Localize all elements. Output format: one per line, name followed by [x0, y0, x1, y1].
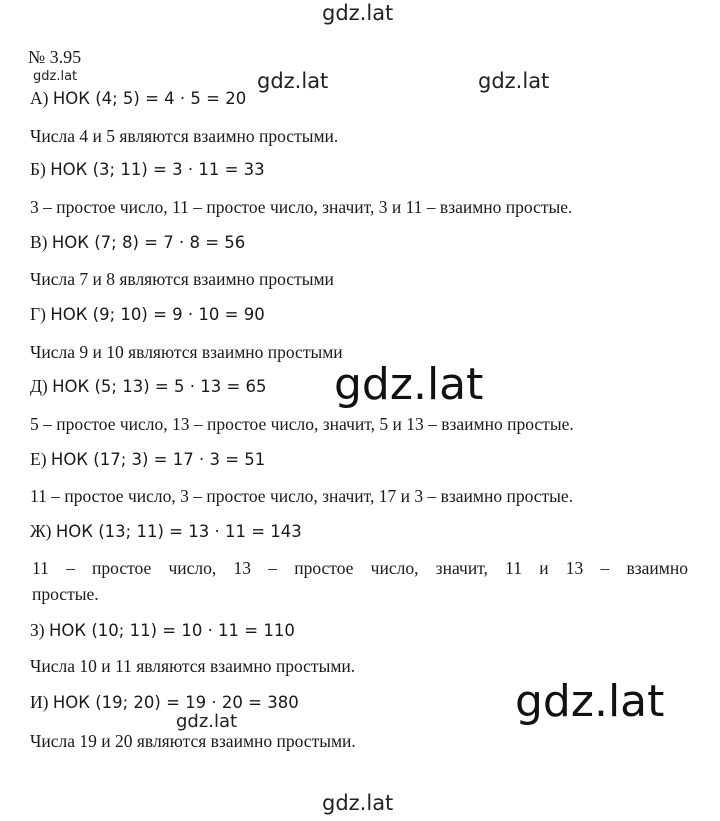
item-label: И)	[30, 692, 49, 712]
item-formula: НОК (13; 11) = 13 · 11 = 143	[55, 522, 302, 541]
item-v-formula	[30, 232, 245, 253]
item-a-note: Числа 4 и 5 являются взаимно простыми.	[30, 126, 339, 146]
exercise-number: № 3.95	[28, 47, 82, 67]
item-g-formula	[30, 304, 265, 325]
item-formula: НОК (9; 10) = 9 · 10 = 90	[50, 305, 265, 324]
item-label: Ж)	[30, 521, 52, 541]
item-formula: НОК (4; 5) = 4 · 5 = 20	[52, 89, 247, 108]
watermark-mid-right: gdz.lat	[478, 69, 550, 93]
item-d-note: 5 – простое число, 13 – простое число, значит, 5 и 13 – взаимно простые.	[30, 414, 574, 434]
item-g-note: Числа 9 и 10 являются взаимно простыми	[30, 342, 343, 362]
item-a-formula	[30, 88, 246, 109]
item-label: З)	[30, 620, 45, 640]
item-label: В)	[30, 232, 48, 252]
item-label: Г)	[30, 304, 46, 324]
watermark-small: gdz.lat	[33, 69, 78, 84]
item-zh-note-continued: простые.	[32, 584, 99, 604]
item-label: Б)	[30, 159, 46, 179]
item-zh-note: 11 – простое число, 13 – простое число, значит, 11 и 13 – взаимно	[32, 558, 688, 578]
item-d-formula	[30, 376, 267, 397]
item-b-note: 3 – простое число, 11 – простое число, значит, 3 и 11 – взаимно простые.	[30, 197, 573, 217]
item-i-note: Числа 19 и 20 являются взаимно простыми.	[30, 731, 356, 751]
item-formula: НОК (3; 11) = 3 · 11 = 33	[50, 160, 265, 179]
watermark-big-right: gdz.lat	[515, 676, 665, 727]
watermark-small-bottom: gdz.lat	[176, 711, 238, 732]
item-e-formula	[30, 449, 265, 470]
watermark-big-center: gdz.lat	[334, 359, 484, 410]
item-formula: НОК (17; 3) = 17 · 3 = 51	[50, 450, 266, 469]
item-formula: НОК (10; 11) = 10 · 11 = 110	[48, 621, 295, 640]
item-label: Е)	[30, 449, 47, 469]
item-formula: НОК (7; 8) = 7 · 8 = 56	[51, 233, 246, 252]
watermark-bottom: gdz.lat	[322, 791, 394, 815]
item-label: Д)	[30, 376, 48, 396]
item-v-note: Числа 7 и 8 являются взаимно простыми	[30, 269, 334, 289]
item-i-formula	[30, 692, 299, 713]
item-b-formula	[30, 159, 265, 180]
item-zh-formula	[30, 521, 302, 542]
item-z-formula	[30, 620, 295, 641]
watermark-top: gdz.lat	[322, 1, 394, 25]
item-formula: НОК (19; 20) = 19 · 20 = 380	[52, 693, 299, 712]
item-z-note: Числа 10 и 11 являются взаимно простыми.	[30, 656, 356, 676]
watermark-mid-left: gdz.lat	[257, 69, 329, 93]
item-formula: НОК (5; 13) = 5 · 13 = 65	[52, 377, 267, 396]
item-label: А)	[30, 88, 49, 108]
item-e-note: 11 – простое число, 3 – простое число, значит, 17 и 3 – взаимно простые.	[30, 486, 574, 506]
